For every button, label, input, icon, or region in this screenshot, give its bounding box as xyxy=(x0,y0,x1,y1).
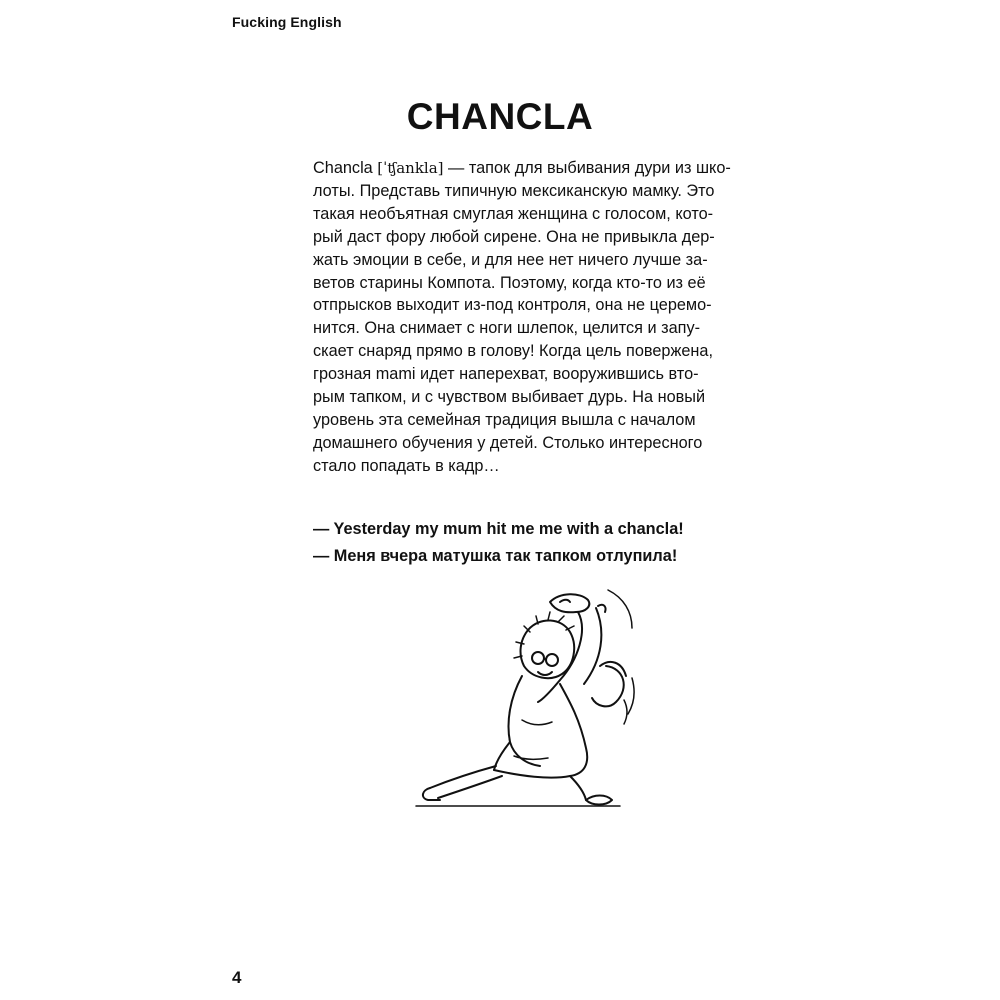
example-russian: — Меня вчера матушка так тапком отлупила! xyxy=(313,546,678,565)
definition-line: такая необъятная смуглая женщина с голосом, кото- xyxy=(313,204,714,223)
definition-line: отпрысков выходит из-под контроля, она не церемо- xyxy=(313,296,712,315)
definition-line: скает снаряд прямо в голову! Когда цель повержена, xyxy=(313,342,713,361)
definition-line: нится. Она снимает с ноги шлепок, целится и запу- xyxy=(313,319,701,338)
definition-line: грозная mami идет наперехват, вооружившись вто- xyxy=(313,365,699,384)
definition-line: лоты. Представь типичную мексиканскую мамку. Это xyxy=(313,181,715,200)
headword: Chancla xyxy=(313,159,373,177)
definition-text: — тапок для выбивания дури из шко- xyxy=(443,159,731,177)
definition-line: стало попадать в кадр… xyxy=(313,456,500,475)
transcription: [ˈʧankla] xyxy=(377,159,444,177)
definition-line: жать эмоции в себе, и для нее нет ничего лучше за- xyxy=(313,250,708,269)
usage-example xyxy=(313,516,813,569)
definition-line: рый даст фору любой сирене. Она не привыкла дер- xyxy=(313,227,715,246)
entry-definition xyxy=(313,157,783,478)
woman-throwing-slipper-drawing xyxy=(410,580,640,810)
example-english: — Yesterday my mum hit me me with a chancla! xyxy=(313,520,684,538)
definition-line xyxy=(313,157,783,180)
running-header: Fucking English xyxy=(232,14,342,30)
definition-line: ветов старины Компота. Поэтому, когда кто-то из её xyxy=(313,273,706,292)
definition-line: уровень эта семейная традиция вышла с началом xyxy=(313,410,696,429)
definition-line: рым тапком, и с чувством выбивает дурь. На новый xyxy=(313,388,706,407)
page-number: 4 xyxy=(232,968,242,987)
definition-line: домашнего обучения у детей. Столько интересного xyxy=(313,433,703,452)
entry-title: CHANCLA xyxy=(406,96,594,137)
